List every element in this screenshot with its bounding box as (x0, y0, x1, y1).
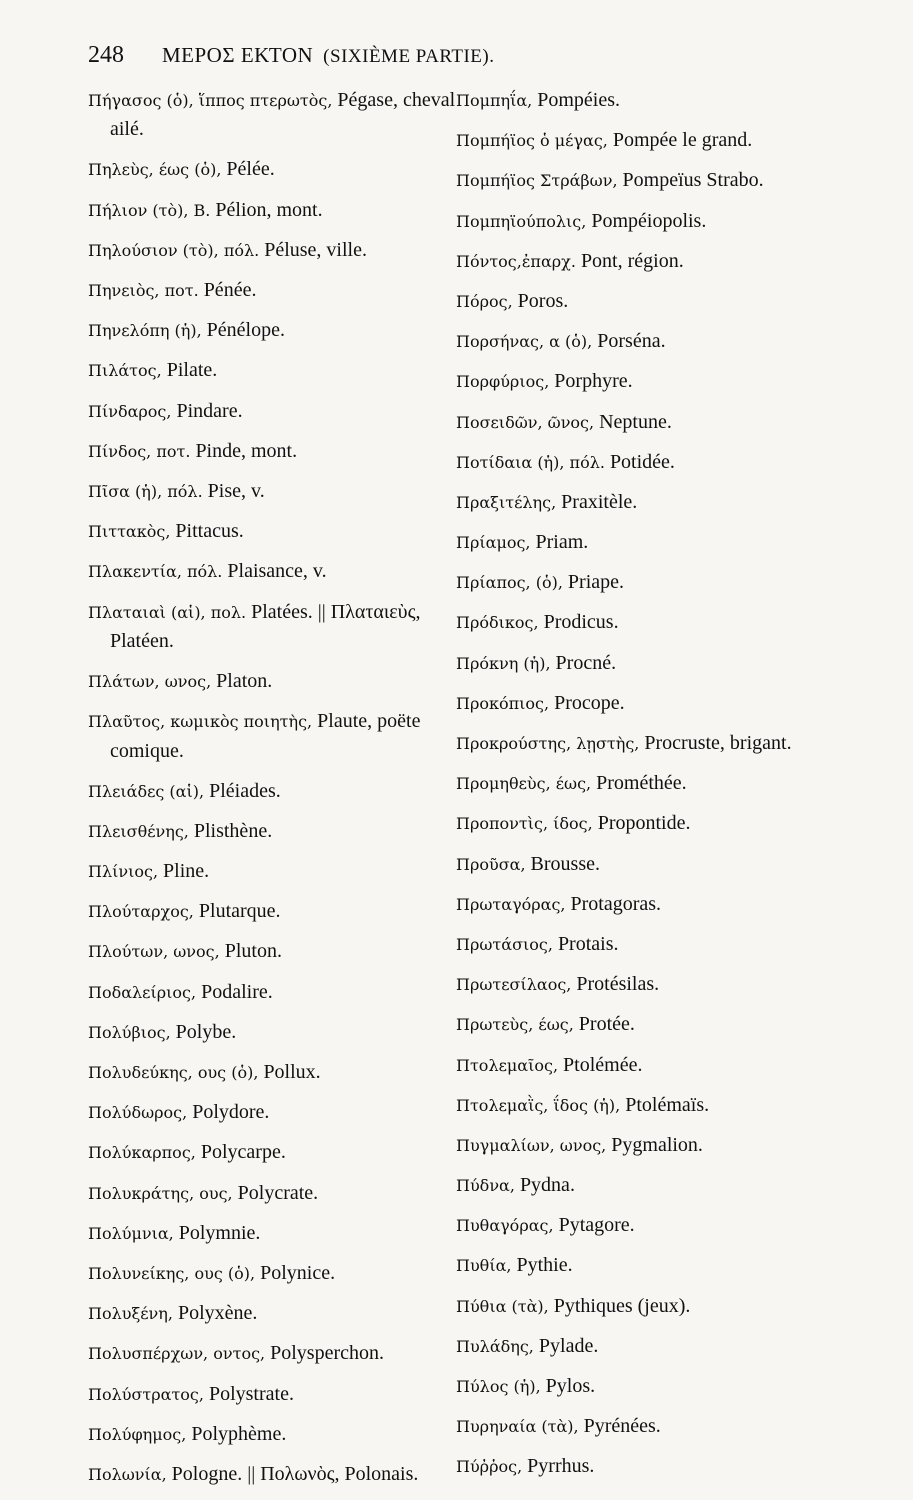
entry-french-translation: Polystrate. (203, 1382, 294, 1405)
entry-french-translation: Pompée le grand. (607, 129, 753, 152)
dictionary-entry (88, 857, 456, 886)
dictionary-entry (88, 155, 456, 184)
dictionary-entry (88, 437, 456, 466)
dictionary-entry (456, 1251, 816, 1280)
dictionary-entry (456, 1051, 816, 1080)
entry-french-translation: Podalire. (196, 980, 273, 1003)
entry-french-translation: Pyrénées. (578, 1415, 661, 1438)
entry-greek-term: Πλάτων, ωνος, (88, 672, 212, 692)
entry-french-translation: Pénélope. (201, 319, 285, 342)
entry-french-translation: Polynice. (255, 1261, 336, 1284)
entry-french-translation: Polysperchon. (265, 1342, 385, 1365)
entry-greek-term: Πολυκράτης, ους, (88, 1183, 233, 1203)
entry-french-translation: Pytagore. (553, 1214, 635, 1237)
running-head: ΜΕΡΟΣ ΕΚΤΟΝ (162, 43, 314, 67)
dictionary-entry (456, 930, 816, 959)
dictionary-entry (456, 166, 816, 195)
dictionary-entry (88, 86, 456, 145)
entry-french-translation: Platon. (211, 670, 273, 693)
entry-french-translation: Polymnie. (173, 1221, 261, 1244)
dictionary-entry (88, 1219, 456, 1248)
dictionary-entry (456, 1412, 816, 1441)
dictionary-entry (88, 477, 456, 506)
entry-greek-term: Πολύδωρος, (88, 1103, 188, 1123)
entry-french-translation: Polyxène. (172, 1302, 258, 1325)
entry-greek-term: Πυλάδης, (456, 1336, 534, 1356)
entry-greek-term: Πίνδος, ποτ. (88, 441, 191, 461)
entry-french-translation: Brousse. (525, 852, 600, 875)
entry-greek-term: Πλεισθένης, (88, 821, 189, 841)
entry-french-translation: Propontide. (592, 812, 691, 835)
dictionary-entry (88, 1339, 456, 1368)
entry-greek-term: Πλίνιος, (88, 862, 159, 882)
dictionary-entry (456, 1171, 816, 1200)
dictionary-entry (456, 1292, 816, 1321)
entry-greek-term: Προμηθεὺς, έως, (456, 774, 592, 794)
entry-french-translation: Protée. (573, 1013, 635, 1036)
dictionary-entry (88, 1380, 456, 1409)
entry-french-translation: Pylos. (540, 1375, 596, 1397)
entry-french-translation: Pilate. (161, 359, 218, 382)
entry-greek-term: Πήλιον (τὸ), Β. (88, 200, 211, 220)
entry-greek-term: Πιλάτος, (88, 361, 162, 381)
entry-greek-term: Πύλος (ἡ), (456, 1377, 541, 1396)
entry-french-translation: Pydna. (514, 1174, 575, 1197)
dictionary-entry (88, 397, 456, 426)
entry-greek-term: Πορφύριος, (456, 372, 550, 392)
entry-french-translation: Polycarpe. (195, 1141, 286, 1164)
dictionary-entry (456, 488, 816, 517)
entry-french-translation: Pythie. (511, 1254, 573, 1277)
entry-greek-term: Πύδνα, (456, 1176, 515, 1196)
dictionary-entry (456, 528, 816, 557)
entry-greek-term: Πλαταιαὶ (αἱ), πολ. (88, 602, 247, 622)
dictionary-entry (88, 356, 456, 385)
entry-french-translation: Pléiades. (204, 779, 281, 802)
entry-french-translation: Neptune. (594, 410, 672, 433)
dictionary-entry (88, 897, 456, 926)
entry-french-translation: Pythiques (jeux). (548, 1294, 691, 1317)
dictionary-entry (456, 1452, 816, 1481)
dictionary-entry (88, 1259, 456, 1288)
entry-greek-term: Πολύφημος, (88, 1424, 187, 1444)
entry-greek-term: Πλούταρχος, (88, 902, 194, 922)
entry-greek-term: Πόντος,ἐπαρχ. (456, 251, 576, 271)
entry-french-translation: Polyphème. (186, 1422, 287, 1445)
entry-french-translation: Pittacus. (170, 520, 244, 543)
dictionary-entry (88, 196, 456, 225)
entry-greek-term: Πρόκνη (ἡ), (456, 653, 551, 673)
dictionary-entry (456, 850, 816, 879)
entry-greek-term: Πρωτάσιος, (456, 934, 553, 954)
dictionary-entry (456, 608, 816, 637)
entry-greek-term: Πυρηναία (τὰ), (456, 1417, 579, 1437)
dictionary-entry (88, 316, 456, 345)
dictionary-entry (88, 1299, 456, 1328)
entry-french-translation: Pélion, mont. (210, 198, 323, 221)
entry-french-translation: Pyrrhus. (522, 1455, 595, 1478)
entry-french-translation: Protésilas. (571, 973, 660, 996)
right-column (456, 86, 816, 1500)
entry-french-translation: Pologne. || Πολωνὸς, Polonais. (166, 1462, 419, 1485)
dictionary-entry (88, 557, 456, 586)
entry-french-translation: Pont, région. (575, 249, 684, 272)
entry-greek-term: Πτολεμαῒς, ΐδος (ἡ), (456, 1095, 621, 1115)
dictionary-entry (456, 809, 816, 838)
dictionary-entry (88, 1098, 456, 1127)
entry-columns (88, 86, 853, 1500)
entry-french-translation: Pompéies. (532, 89, 621, 111)
entry-greek-term: Πλούτων, ωνος, (88, 942, 220, 962)
entry-greek-term: Ποσειδῶν, ῶνος, (456, 412, 595, 432)
entry-french-translation: Plaisance, v. (222, 560, 327, 583)
entry-french-translation: Polybe. (170, 1020, 237, 1043)
dictionary-entry (456, 408, 816, 437)
dictionary-entry (88, 777, 456, 806)
entry-french-translation: Plisthène. (188, 819, 273, 842)
dictionary-entry (88, 517, 456, 546)
dictionary-entry (88, 937, 456, 966)
entry-french-translation: Protais. (552, 932, 619, 955)
entry-greek-term: Προποντὶς, ίδος, (456, 814, 593, 834)
dictionary-entry (456, 367, 816, 396)
entry-french-translation: Priam. (530, 531, 589, 554)
dictionary-entry (456, 649, 816, 678)
dictionary-entry (456, 86, 816, 115)
entry-french-translation: Péluse, ville. (259, 238, 367, 261)
entry-greek-term: Προκόπιος, (456, 693, 550, 713)
entry-greek-term: Πολυσπέρχων, οντος, (88, 1344, 266, 1364)
entry-greek-term: Πολύμνια, (88, 1223, 174, 1243)
dictionary-entry (88, 276, 456, 305)
entry-french-translation: Procné. (550, 651, 617, 674)
entry-french-translation: Potidée. (604, 450, 675, 473)
entry-french-translation: Pygmalion. (606, 1133, 703, 1156)
dictionary-entry (456, 890, 816, 919)
page-number: 248 (88, 42, 124, 68)
entry-greek-term: Πυθία, (456, 1256, 512, 1276)
dictionary-entry (456, 327, 816, 356)
entry-greek-term: Ποδαλείριος, (88, 982, 197, 1002)
entry-french-translation: Pollux. (258, 1061, 321, 1084)
dictionary-entry (456, 287, 816, 316)
entry-french-translation: Ptolémée. (558, 1053, 643, 1076)
entry-greek-term: Πίνδαρος, (88, 401, 172, 421)
dictionary-entry (88, 598, 456, 657)
entry-greek-term: Πηνειὸς, ποτ. (88, 281, 199, 301)
entry-greek-term: Προκρούστης, λῃστὴς, (456, 734, 640, 753)
entry-greek-term: Πρωτεὺς, έως, (456, 1015, 574, 1035)
entry-french-translation: Pise, v. (202, 479, 265, 502)
entry-greek-term: Πολωνία, (88, 1464, 167, 1484)
entry-french-translation: Porphyre. (549, 370, 633, 393)
entry-french-translation: Pompeïus Strabo. (617, 169, 764, 192)
dictionary-entry (88, 817, 456, 846)
entry-greek-term: Πραξιτέλης, (456, 492, 557, 512)
dictionary-entry (456, 448, 816, 477)
entry-greek-term: Πιττακὸς, (88, 522, 171, 542)
entry-greek-term: Πόρος, (456, 291, 513, 311)
entry-greek-term: Πομπήϊος ὁ μέγας, (456, 131, 608, 151)
entry-greek-term: Πλειάδες (αἱ), (88, 781, 205, 801)
entry-french-translation: Praxitèle. (556, 490, 638, 513)
entry-french-translation: Platées. || Πλαταιεὺς, Platéen. (110, 600, 421, 652)
dictionary-entry (88, 978, 456, 1007)
entry-french-translation: Ptolémaïs. (620, 1093, 710, 1116)
entry-greek-term: Πολύκαρπος, (88, 1143, 196, 1163)
entry-greek-term: Πομπήϊος Στράβων, (456, 171, 618, 191)
entry-french-translation: Prodicus. (538, 611, 619, 634)
entry-french-translation: Procope. (549, 691, 625, 714)
entry-french-translation: Pinde, mont. (190, 439, 298, 462)
entry-greek-term: Πυθαγόρας, (456, 1216, 554, 1236)
entry-greek-term: Πρωτεσίλαος, (456, 975, 572, 995)
entry-greek-term: Πολυδεύκης, ους (ὁ), (88, 1063, 259, 1083)
dictionary-entry (88, 1420, 456, 1449)
dictionary-entry (456, 1372, 816, 1401)
dictionary-entry (88, 236, 456, 265)
dictionary-entry (456, 1131, 816, 1160)
dictionary-entry (456, 207, 816, 236)
dictionary-entry (456, 1211, 816, 1240)
entry-greek-term: Πύῤῥος, (456, 1457, 523, 1477)
left-column (88, 86, 456, 1500)
entry-greek-term: Πολυξένη, (88, 1304, 173, 1324)
dictionary-entry (456, 689, 816, 718)
dictionary-entry (456, 729, 816, 758)
entry-french-translation: Protagoras. (565, 892, 662, 915)
entry-french-translation: Procruste, brigant. (639, 732, 792, 754)
entry-greek-term: Πρίαμος, (456, 533, 531, 553)
entry-french-translation: Poros. (512, 289, 569, 312)
entry-greek-term: Πηλούσιον (τὸ), πόλ. (88, 240, 260, 260)
entry-french-translation: Polydore. (187, 1101, 270, 1124)
entry-greek-term: Προῦσα, (456, 854, 526, 874)
dictionary-entry (88, 1179, 456, 1208)
entry-greek-term: Ποτίδαια (ἡ), πόλ. (456, 452, 605, 472)
entry-french-translation: Polycrate. (232, 1181, 319, 1204)
entry-french-translation: Porséna. (592, 330, 666, 353)
entry-greek-term: Πρόδικος, (456, 613, 539, 633)
entry-french-translation: Plaute, poëte comique. (110, 710, 421, 762)
entry-greek-term: Πρωταγόρας, (456, 894, 566, 914)
entry-greek-term: Πολυνείκης, ους (ὁ), (88, 1263, 256, 1283)
entry-greek-term: Πομπηϊούπολις, (456, 211, 587, 231)
entry-greek-term: Πορσήνας, α (ὁ), (456, 332, 593, 352)
entry-greek-term: Πηνελόπη (ἡ), (88, 321, 202, 341)
entry-french-translation: Pompéiopolis. (586, 209, 707, 232)
entry-french-translation: Pindare. (171, 399, 243, 422)
dictionary-entry (456, 247, 816, 276)
dictionary-entry (456, 970, 816, 999)
entry-french-translation: Priape. (562, 571, 625, 594)
entry-greek-term: Πλακεντία, πόλ. (88, 562, 223, 582)
dictionary-entry (88, 707, 456, 766)
entry-greek-term: Πηλεὺς, έως (ὁ), (88, 160, 222, 180)
dictionary-entry (456, 1091, 816, 1120)
entry-greek-term: Πήγασος (ὁ), ἵππος πτερωτὸς, (88, 91, 333, 110)
entry-greek-term: Πλαῦτος, κωμικὸς ποιητὴς, (88, 712, 313, 732)
entry-french-translation: Pluton. (219, 940, 282, 963)
entry-french-translation: Pylade. (533, 1334, 599, 1357)
entry-french-translation: Pélée. (221, 158, 275, 181)
entry-greek-term: Πολύβιος, (88, 1022, 171, 1042)
dictionary-entry (88, 1018, 456, 1047)
dictionary-entry (456, 1010, 816, 1039)
dictionary-entry (88, 1058, 456, 1087)
dictionary-entry (88, 1460, 456, 1489)
entry-greek-term: Πῖσα (ἡ), πόλ. (88, 481, 203, 501)
entry-french-translation: Pégase, cheval ailé. (110, 89, 456, 141)
running-head-subtitle: (SIXIÈME PARTIE). (323, 46, 495, 67)
entry-greek-term: Πολύστρατος, (88, 1384, 204, 1404)
entry-french-translation: Prométhée. (591, 772, 687, 795)
dictionary-entry (456, 126, 816, 155)
entry-french-translation: Pénée. (198, 279, 257, 302)
entry-greek-term: Πρίαπος, (ὁ), (456, 573, 563, 593)
entry-greek-term: Πτολεμαῖος, (456, 1055, 559, 1075)
dictionary-entry (88, 1138, 456, 1167)
entry-greek-term: Πομπηΐα, (456, 91, 533, 110)
dictionary-entry (88, 667, 456, 696)
dictionary-entry (456, 769, 816, 798)
page-header (88, 42, 853, 76)
dictionary-entry (456, 568, 816, 597)
dictionary-entry (456, 1332, 816, 1361)
entry-french-translation: Plutarque. (193, 900, 281, 923)
entry-greek-term: Πύθια (τὰ), (456, 1296, 549, 1316)
entry-french-translation: Pline. (158, 860, 210, 883)
entry-greek-term: Πυγμαλίων, ωνος, (456, 1135, 607, 1155)
